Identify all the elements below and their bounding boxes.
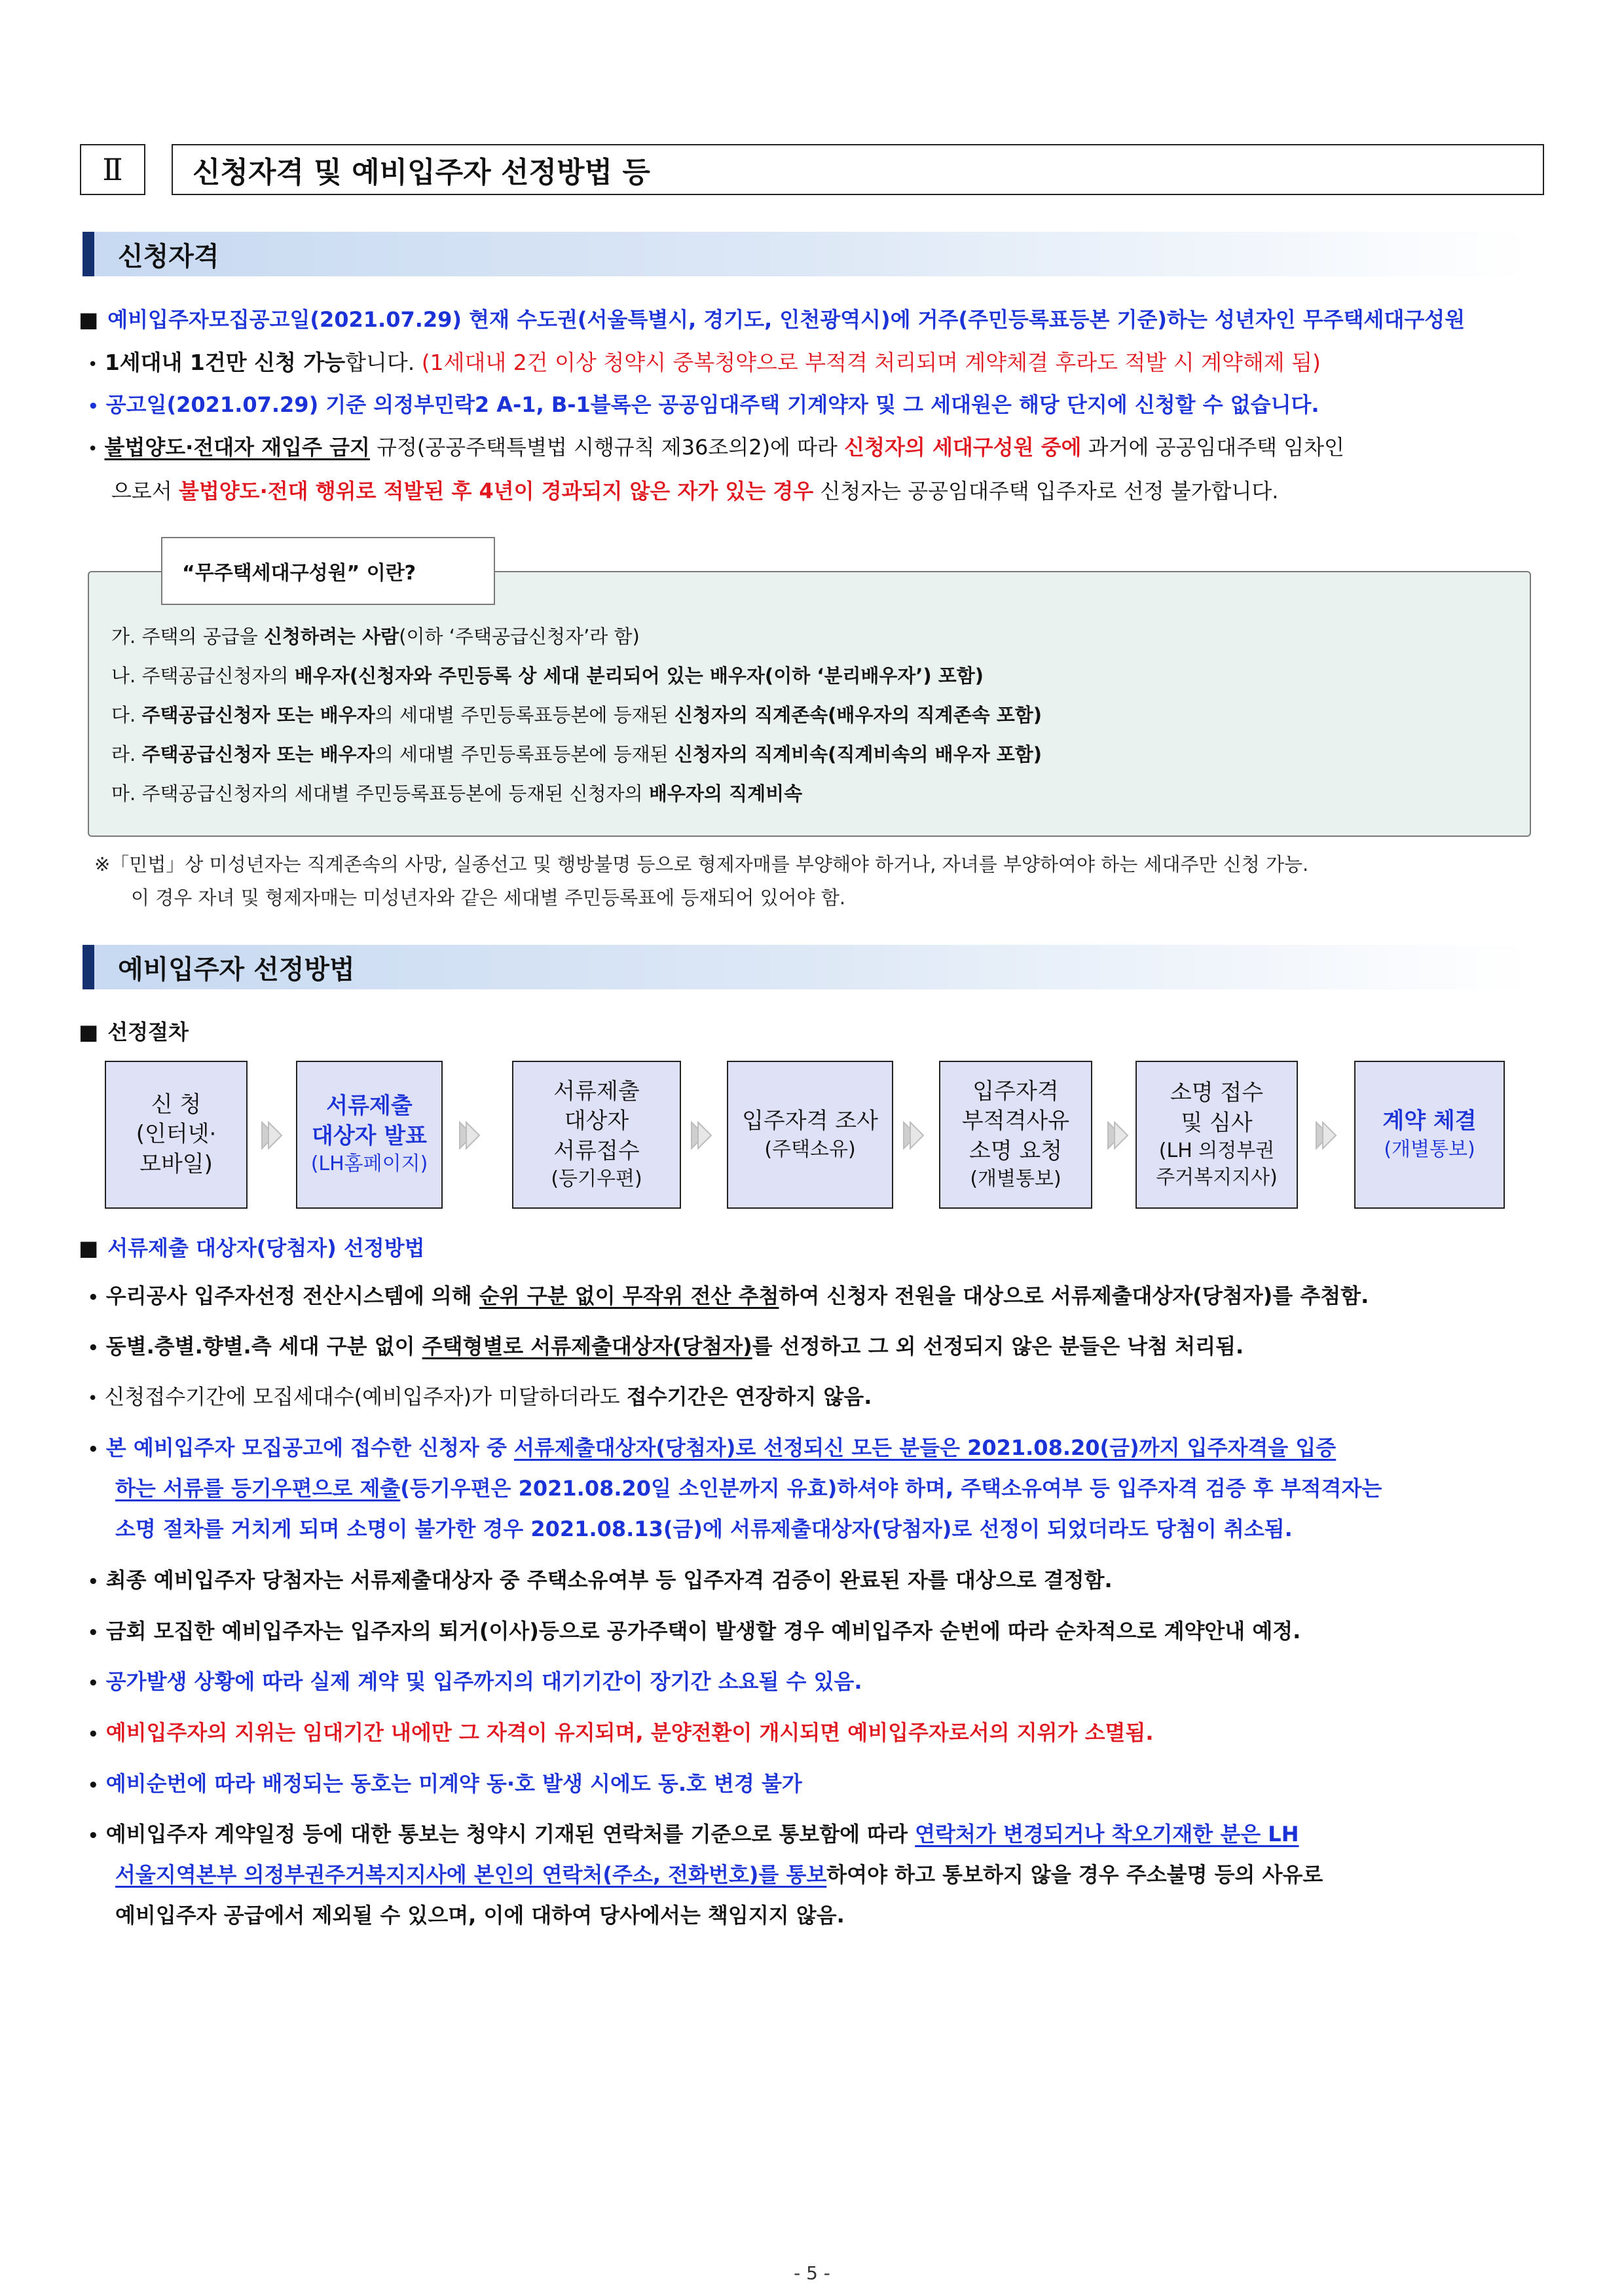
- dot-bullet-icon: •: [88, 1623, 99, 1643]
- def-3-c: 의 세대별 주민등록표등본에 등재된: [375, 704, 674, 726]
- def-1-c: (이하 ‘주택공급신청자’라 함): [399, 625, 640, 648]
- flow-step-6: [1135, 1061, 1298, 1209]
- selection-bullet-1: [88, 1283, 1369, 1308]
- dot-bullet-icon: •: [88, 1826, 99, 1846]
- bullet-3-a: 불법양도·전대자 재입주 금지: [104, 435, 370, 460]
- eligibility-main: [79, 307, 1465, 332]
- flow-5-line-4: (개별통보): [970, 1167, 1061, 1191]
- procedure-label-text: 선정절차: [107, 1019, 189, 1044]
- section-heading-text: 예비입주자 선정방법: [118, 954, 355, 985]
- flow-3-line-1: 서류제출: [553, 1078, 640, 1105]
- sel-4-d: (등기우편은 2021.08.20일 소인분까지 유효): [400, 1476, 838, 1501]
- sel-4-a: 본 예비입주자 모집공고에 접수한 신청자 중: [105, 1435, 515, 1460]
- page-title: 신청자격 및 예비입주자 선정방법 등: [172, 144, 1544, 195]
- definition-item-3: [111, 701, 1042, 727]
- flow-1-line-2: (인터넷·: [136, 1121, 217, 1148]
- sel-8-text: 예비입주자의 지위는 임대기간 내에만 그 자격이 유지되며, 분양전환이 개시되면 예비입주자로서의 지위가 소멸됨.: [105, 1720, 1154, 1745]
- selection-bullet-2: [88, 1334, 1244, 1359]
- def-4-c: 의 세대별 주민등록표등본에 등재된: [375, 743, 674, 765]
- def-2-a: 나. 주택공급신청자의: [111, 665, 295, 687]
- dot-bullet-icon: •: [88, 397, 99, 416]
- def-3-d: 신청자의 직계존속(배우자의 직계존속 포함): [674, 704, 1042, 726]
- selection-bullet-9: [88, 1771, 802, 1796]
- eligibility-main-text: 예비입주자모집공고일(2021.07.29) 현재 수도권(서울특별시, 경기도, 인천광역시)에 거주(주민등록표등본 기준)하는 성년자인 무주택세대구성원: [107, 307, 1466, 332]
- sel-1-a: 우리공사 입주자선정 전산시스템에 의해: [105, 1283, 479, 1308]
- flow-6-line-3: (LH 의정부권: [1158, 1139, 1275, 1163]
- selection-bullet-8: [88, 1720, 1154, 1745]
- bullet-1-plain: 합니다.: [345, 350, 415, 375]
- arrow-right-icon: [690, 1121, 712, 1150]
- section-heading-eligibility: [83, 232, 1530, 276]
- arrow-right-icon: [902, 1121, 925, 1150]
- sel-6-text: 금회 모집한 예비입주자는 입주자의 퇴거(이사)등으로 공가주택이 발생할 경우 예비입주자 순번에 따라 순차적으로 계약안내 예정.: [105, 1619, 1301, 1643]
- definition-title: “무주택세대구성원” 이란?: [161, 537, 495, 605]
- flow-7-line-2: (개별통보): [1384, 1137, 1475, 1161]
- dot-bullet-icon: •: [88, 355, 98, 375]
- sel-10-b: 연락처가 변경되거나 착오기재한 분은 LH: [915, 1822, 1299, 1846]
- sel-4-e: 하셔야 하며, 주택소유여부 등 입주자격 검증 후 부적격자는: [837, 1476, 1382, 1501]
- bullet-3-d: 과거에 공공임대주택 임차인: [1081, 435, 1344, 460]
- section-bar: [83, 232, 94, 276]
- dot-bullet-icon: •: [88, 1572, 99, 1592]
- arrow-right-icon: [458, 1121, 481, 1150]
- eligibility-bullet-1: [88, 350, 1321, 376]
- section-heading-selection: [83, 945, 1530, 989]
- dot-bullet-icon: •: [88, 1776, 99, 1795]
- flow-4-line-1: 입주자격 조사: [742, 1108, 878, 1135]
- selection-method-label: [79, 1236, 425, 1260]
- bullet-1-bold: 1세대내 1건만 신청 가능: [104, 350, 346, 375]
- square-bullet-icon: ■: [79, 1019, 99, 1044]
- flow-6-line-2: 및 심사: [1181, 1109, 1253, 1136]
- def-3-a: 다.: [111, 704, 142, 726]
- eligibility-bullet-3: [88, 435, 1344, 460]
- sel-3-b: 접수기간은 연장하지 않음.: [626, 1384, 872, 1409]
- flow-step-5: [939, 1061, 1092, 1209]
- note-line-1: ※「민법」상 미성년자는 직계존속의 사망, 실종선고 및 행방불명 등으로 형제자매를 부양해야 하거나, 자녀를 부양하여야 하는 세대주만 신청 가능.: [94, 853, 1309, 875]
- flow-7-line-1: 계약 체결: [1382, 1108, 1477, 1135]
- flow-2-line-3: (LH홈페이지): [310, 1152, 428, 1176]
- bullet-3-f: 불법양도·전대 행위로 적발된 후 4년이 경과되지 않은 자가 있는 경우: [178, 479, 814, 504]
- bullet-2-text: 공고일(2021.07.29) 기준 의정부민락2 A-1, B-1블록은 공공임대주택 기계약자 및 그 세대원은 해당 단지에 신청할 수 없습니다.: [105, 392, 1320, 417]
- definition-item-5: [111, 779, 802, 806]
- def-5-b: 배우자의 직계비속: [648, 782, 803, 805]
- sel-1-c: 하여 신청자 전원을 대상으로 서류제출대상자(당첨자)를 추첨함.: [779, 1283, 1369, 1308]
- selection-bullet-10-line-3: 예비입주자 공급에서 제외될 수 있으며, 이에 대하여 당사에서는 책임지지 않음.: [115, 1903, 845, 1928]
- selection-bullet-4-line-2: [115, 1476, 1382, 1501]
- flow-6-line-1: 소명 접수: [1170, 1080, 1264, 1107]
- sel-5-text: 최종 예비입주자 당첨자는 서류제출대상자 중 주택소유여부 등 입주자격 검증이 완료된 자를 대상으로 결정함.: [105, 1568, 1113, 1592]
- sel-1-b: 순위 구분 없이 무작위 전산 추첨: [479, 1283, 779, 1308]
- procedure-label: [79, 1019, 189, 1044]
- sel-7-text: 공가발생 상황에 따라 실제 계약 및 입주까지의 대기기간이 장기간 소요될 수 있음.: [105, 1669, 862, 1694]
- def-4-a: 라.: [111, 743, 142, 765]
- arrow-right-icon: [261, 1121, 283, 1150]
- flow-2-line-2: 대상자 발표: [311, 1122, 428, 1149]
- def-3-b: 주택공급신청자 또는 배우자: [141, 704, 375, 726]
- sel-4-c: 하는 서류를 등기우편으로 제출: [115, 1476, 401, 1501]
- flow-step-3: [512, 1061, 681, 1209]
- dot-bullet-icon: •: [88, 1288, 99, 1308]
- section-heading-text: 신청자격: [118, 241, 219, 272]
- selection-bullet-4-line-3: 소명 절차를 거치게 되며 소명이 불가한 경우 2021.08.13(금)에 서류제출대상자(당첨자)로 선정이 되었더라도 당첨이 취소됨.: [115, 1516, 1293, 1541]
- flow-5-line-3: 소명 요청: [969, 1137, 1063, 1164]
- bullet-3-g: 신청자는 공공임대주택 입주자로 선정 불가합니다.: [813, 479, 1279, 504]
- definition-item-2: [111, 661, 984, 688]
- bullet-1-red: (1세대내 2건 이상 청약시 중복청약으로 부적격 처리되며 계약체결 후라도 적발 시 계약해제 됨): [415, 350, 1321, 375]
- definition-item-4: [111, 740, 1042, 767]
- square-bullet-icon: ■: [79, 1236, 99, 1260]
- flow-1-line-1: 신 청: [151, 1091, 202, 1118]
- arrow-right-icon: [1107, 1121, 1129, 1150]
- sel-4-b: 서류제출대상자(당첨자)로 선정되신 모든 분들은 2021.08.20(금)까지 입주자격을 입증: [514, 1435, 1337, 1460]
- sel-9-text: 예비순번에 따라 배정되는 동호는 미계약 동·호 발생 시에도 동.호 변경 불가: [105, 1771, 802, 1796]
- def-4-d: 신청자의 직계비속(직계비속의 배우자 포함): [674, 743, 1042, 765]
- dot-bullet-icon: •: [88, 1674, 99, 1693]
- sel-2-c: 를 선정하고 그 외 선정되지 않은 분들은 낙첨 처리됨.: [752, 1334, 1244, 1359]
- arrow-right-icon: [1315, 1121, 1337, 1150]
- note-line-2: 이 경우 자녀 및 형제자매는 미성년자와 같은 세대별 주민등록표에 등재되어 있어야 함.: [131, 887, 846, 909]
- selection-method-label-text: 서류제출 대상자(당첨자) 선정방법: [107, 1236, 425, 1260]
- bullet-3-c: 신청자의 세대구성원 중에: [844, 435, 1082, 460]
- selection-bullet-10: [88, 1822, 1299, 1846]
- dot-bullet-icon: •: [88, 1725, 99, 1744]
- def-1-b: 신청하려는 사람: [263, 625, 399, 648]
- def-2-b: 배우자(신청자와 주민등록 상 세대 분리되어 있는 배우자(이하 ‘분리배우자’) 포함): [294, 665, 984, 687]
- section-bar: [83, 945, 94, 989]
- definition-item-1: [111, 622, 640, 649]
- selection-bullet-5: [88, 1568, 1113, 1592]
- selection-bullet-4: [88, 1435, 1336, 1460]
- eligibility-bullet-2: [88, 392, 1320, 417]
- selection-bullet-10-line-2: [115, 1862, 1323, 1887]
- selection-bullet-6: [88, 1619, 1301, 1643]
- bullet-3-b: 규정(공공주택특별법 시행규칙 제36조의2)에 따라: [369, 435, 845, 460]
- flow-step-4: [727, 1061, 893, 1209]
- flow-step-2: [296, 1061, 443, 1209]
- flow-1-line-3: 모바일): [139, 1150, 213, 1177]
- page-number: - 5 -: [794, 2262, 830, 2284]
- eligibility-bullet-3-cont: [111, 479, 1278, 504]
- selection-bullet-7: [88, 1669, 862, 1694]
- flow-3-line-3: 서류접수: [553, 1137, 640, 1164]
- flow-3-line-2: 대상자: [564, 1108, 629, 1135]
- bullet-3-e: 으로서: [111, 479, 179, 504]
- flow-5-line-2: 부적격사유: [961, 1108, 1070, 1135]
- sel-2-a: 동별.층별.향별.측 세대 구분 없이: [105, 1334, 422, 1359]
- flow-step-1: [105, 1061, 248, 1209]
- flow-step-7: [1354, 1061, 1505, 1209]
- sel-10-a: 예비입주자 계약일정 등에 대한 통보는 청약시 기재된 연락처를 기준으로 통보함에 따라: [105, 1822, 915, 1846]
- flow-4-line-2: (주택소유): [764, 1137, 856, 1161]
- sel-3-a: 신청접수기간에 모집세대수(예비입주자)가 미달하더라도: [104, 1384, 627, 1409]
- def-5-a: 마. 주택공급신청자의 세대별 주민등록표등본에 등재된 신청자의: [111, 782, 649, 805]
- def-4-b: 주택공급신청자 또는 배우자: [141, 743, 375, 765]
- square-bullet-icon: ■: [79, 307, 99, 332]
- flow-5-line-1: 입주자격: [972, 1078, 1059, 1105]
- dot-bullet-icon: •: [88, 1440, 99, 1460]
- def-1-a: 가. 주택의 공급을: [111, 625, 264, 648]
- flow-3-line-4: (등기우편): [551, 1167, 642, 1191]
- dot-bullet-icon: •: [88, 1389, 98, 1408]
- dot-bullet-icon: •: [88, 1338, 99, 1358]
- flow-6-line-4: 주거복지지사): [1156, 1166, 1278, 1189]
- dot-bullet-icon: •: [88, 439, 98, 459]
- chapter-number: Ⅱ: [80, 144, 145, 195]
- sel-10-c: 서울지역본부 의정부권주거복지지사에 본인의 연락처(주소, 전화번호)를 통보: [115, 1862, 827, 1887]
- selection-bullet-3: [88, 1384, 872, 1409]
- sel-10-d: 하여야 하고 통보하지 않을 경우 주소불명 등의 사유로: [826, 1862, 1323, 1887]
- sel-2-b: 주택형별로 서류제출대상자(당첨자): [422, 1334, 752, 1359]
- flow-2-line-1: 서류제출: [326, 1093, 413, 1120]
